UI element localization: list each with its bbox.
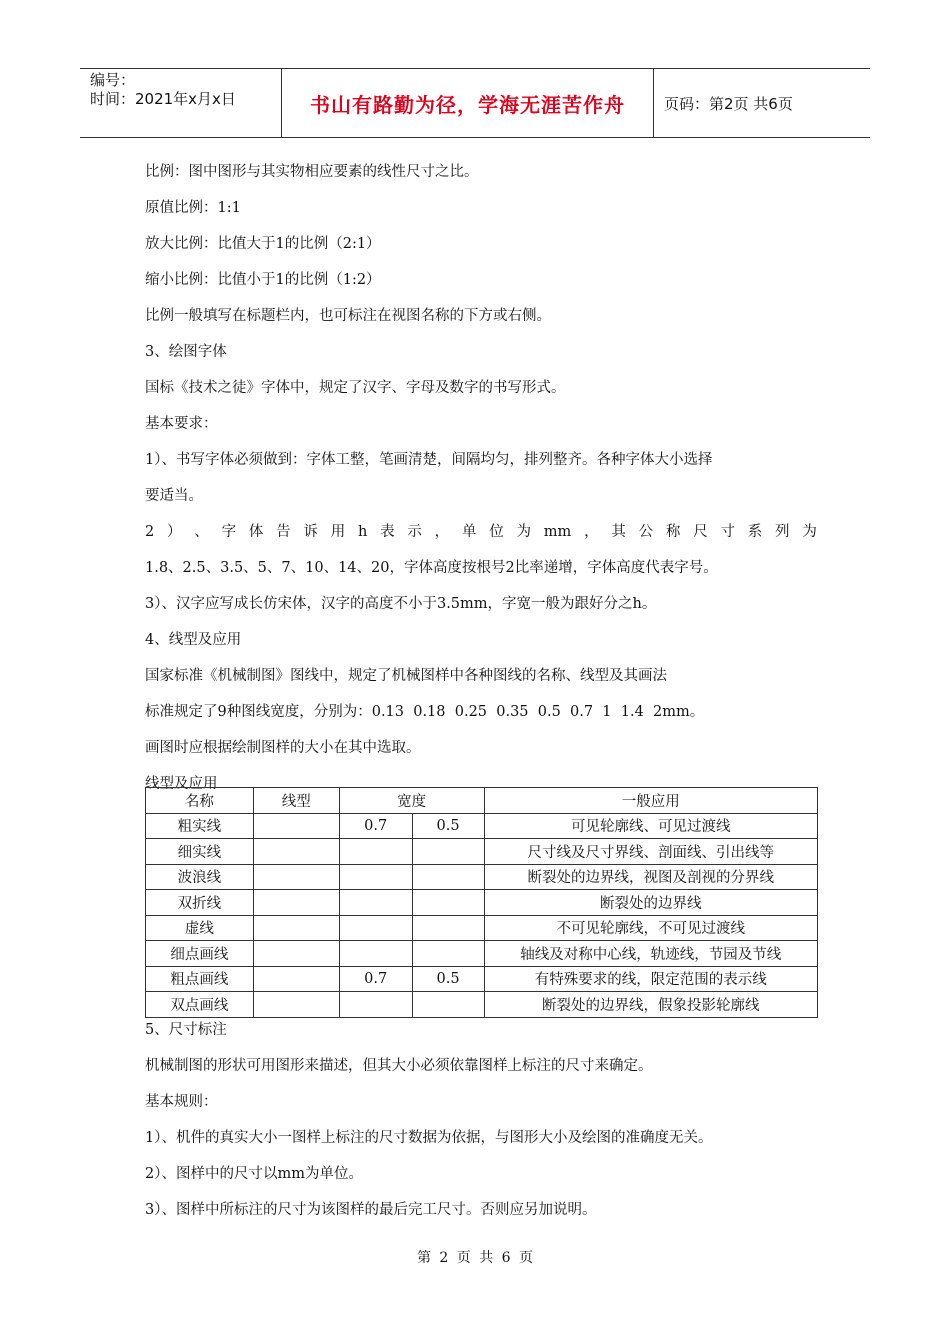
document-number-label: 编号： [90, 71, 136, 89]
justified-paragraph: 2 ） 、 字 体 告 诉 用 h 表 示 ， 单 位 为 mm ， 其 公 称 尺 寸 系 列 为 [145, 524, 817, 540]
header-page-label: 页码：第2页 共6页 [664, 94, 793, 113]
page-header [80, 68, 870, 138]
cell-application: 尺寸线及尺寸界线、剖面线、引出线等 [484, 839, 818, 865]
header-meta [80, 69, 282, 137]
document-body [145, 154, 817, 802]
paragraph: 基本要求： [145, 416, 218, 432]
paragraph: 画图时应根据绘制图样的大小在其中选取。 [145, 740, 421, 756]
paragraph: 2）、图样中的尺寸以mm为单位。 [145, 1166, 363, 1182]
paragraph: 1.8、2.5、3.5、5、7、10、14、20，字体高度按根号2比率递增，字体高度代表字号。 [145, 560, 718, 576]
line-types-table [145, 787, 818, 1018]
cell-line-type [253, 839, 339, 865]
header-application: 一般应用 [484, 788, 818, 814]
cell-width-a [339, 941, 412, 967]
cell-name: 双折线 [146, 890, 254, 916]
table-row [146, 813, 818, 839]
table-header-row [146, 788, 818, 814]
cell-line-type [253, 813, 339, 839]
cell-width-a: 0.7 [339, 966, 412, 992]
paragraph: 缩小比例：比值小于1的比例（1:2） [145, 272, 381, 288]
paragraph: 1）、书写字体必须做到：字体工整，笔画清楚，间隔均匀，排列整齐。各种字体大小选择 [145, 452, 713, 468]
cell-name: 粗实线 [146, 813, 254, 839]
cell-width-a [339, 890, 412, 916]
cell-width-b [412, 890, 484, 916]
paragraph: 原值比例：1:1 [145, 200, 241, 216]
cell-line-type [253, 941, 339, 967]
table-body [146, 813, 818, 1017]
paragraph: 1）、机件的真实大小一图样上标注的尺寸数据为依据，与图形大小及绘图的准确度无关。 [145, 1130, 713, 1146]
section-heading: 4、线型及应用 [145, 632, 242, 648]
cell-name: 粗点画线 [146, 966, 254, 992]
cell-application: 断裂处的边界线，视图及剖视的分界线 [484, 864, 818, 890]
header-width: 宽度 [339, 788, 484, 814]
section-heading: 5、尺寸标注 [145, 1022, 227, 1038]
document-body-continued [145, 1012, 817, 1228]
cell-width-a [339, 864, 412, 890]
cell-application: 断裂处的边界线，假象投影轮廓线 [484, 992, 818, 1018]
cell-line-type [253, 864, 339, 890]
cell-name: 细点画线 [146, 941, 254, 967]
cell-name: 虚线 [146, 915, 254, 941]
header-name: 名称 [146, 788, 254, 814]
section-heading: 3、绘图字体 [145, 344, 227, 360]
table-row [146, 839, 818, 865]
paragraph: 比例：图中图形与其实物相应要素的线性尺寸之比。 [145, 164, 479, 180]
cell-width-a [339, 915, 412, 941]
cell-name: 波浪线 [146, 864, 254, 890]
paragraph: 要适当。 [145, 488, 203, 504]
table-row [146, 915, 818, 941]
table-row [146, 941, 818, 967]
paragraph: 标准规定了9种图线宽度，分别为：0.13 0.18 0.25 0.35 0.5 0.7 1 1.4 2mm。 [145, 704, 705, 720]
cell-width-b: 0.5 [412, 966, 484, 992]
header-motto: 书山有路勤为径，学海无涯苦作舟 [282, 69, 654, 137]
table-row [146, 966, 818, 992]
paragraph: 3）、汉字应写成长仿宋体，汉字的高度不小于3.5mm，字宽一般为跟好分之h。 [145, 596, 657, 612]
paragraph: 机械制图的形状可用图形来描述，但其大小必须依靠图样上标注的尺寸来确定。 [145, 1058, 653, 1074]
paragraph: 国标《技术之徒》字体中，规定了汉字、字母及数字的书写形式。 [145, 380, 566, 396]
cell-width-a [339, 839, 412, 865]
paragraph: 国家标准《机械制图》图线中，规定了机械图样中各种图线的名称、线型及其画法 [145, 668, 667, 684]
cell-width-b [412, 941, 484, 967]
cell-width-a: 0.7 [339, 813, 412, 839]
cell-width-b: 0.5 [412, 813, 484, 839]
cell-width-b [412, 915, 484, 941]
cell-line-type [253, 890, 339, 916]
table-caption: 线型及应用 [145, 776, 218, 792]
cell-application: 不可见轮廓线，不可见过渡线 [484, 915, 818, 941]
paragraph: 放大比例：比值大于1的比例（2:1） [145, 236, 381, 252]
cell-name: 细实线 [146, 839, 254, 865]
cell-name: 双点画线 [146, 992, 254, 1018]
cell-application: 可见轮廓线、可见过渡线 [484, 813, 818, 839]
cell-application: 断裂处的边界线 [484, 890, 818, 916]
paragraph: 比例一般填写在标题栏内，也可标注在视图名称的下方或右侧。 [145, 308, 551, 324]
cell-application: 有特殊要求的线，限定范围的表示线 [484, 966, 818, 992]
table-row [146, 890, 818, 916]
page-footer: 第 2 页 共 6 页 [416, 1250, 534, 1266]
paragraph: 基本规则： [145, 1094, 218, 1110]
table-row [146, 864, 818, 890]
cell-width-b [412, 839, 484, 865]
paragraph: 3）、图样中所标注的尺寸为该图样的最后完工尺寸。否则应另加说明。 [145, 1202, 597, 1218]
header-line-type: 线型 [253, 788, 339, 814]
cell-line-type [253, 915, 339, 941]
document-time-label: 时间：2021年x月x日 [90, 90, 236, 108]
cell-application: 轴线及对称中心线，轨迹线，节园及节线 [484, 941, 818, 967]
cell-width-b [412, 864, 484, 890]
cell-line-type [253, 966, 339, 992]
